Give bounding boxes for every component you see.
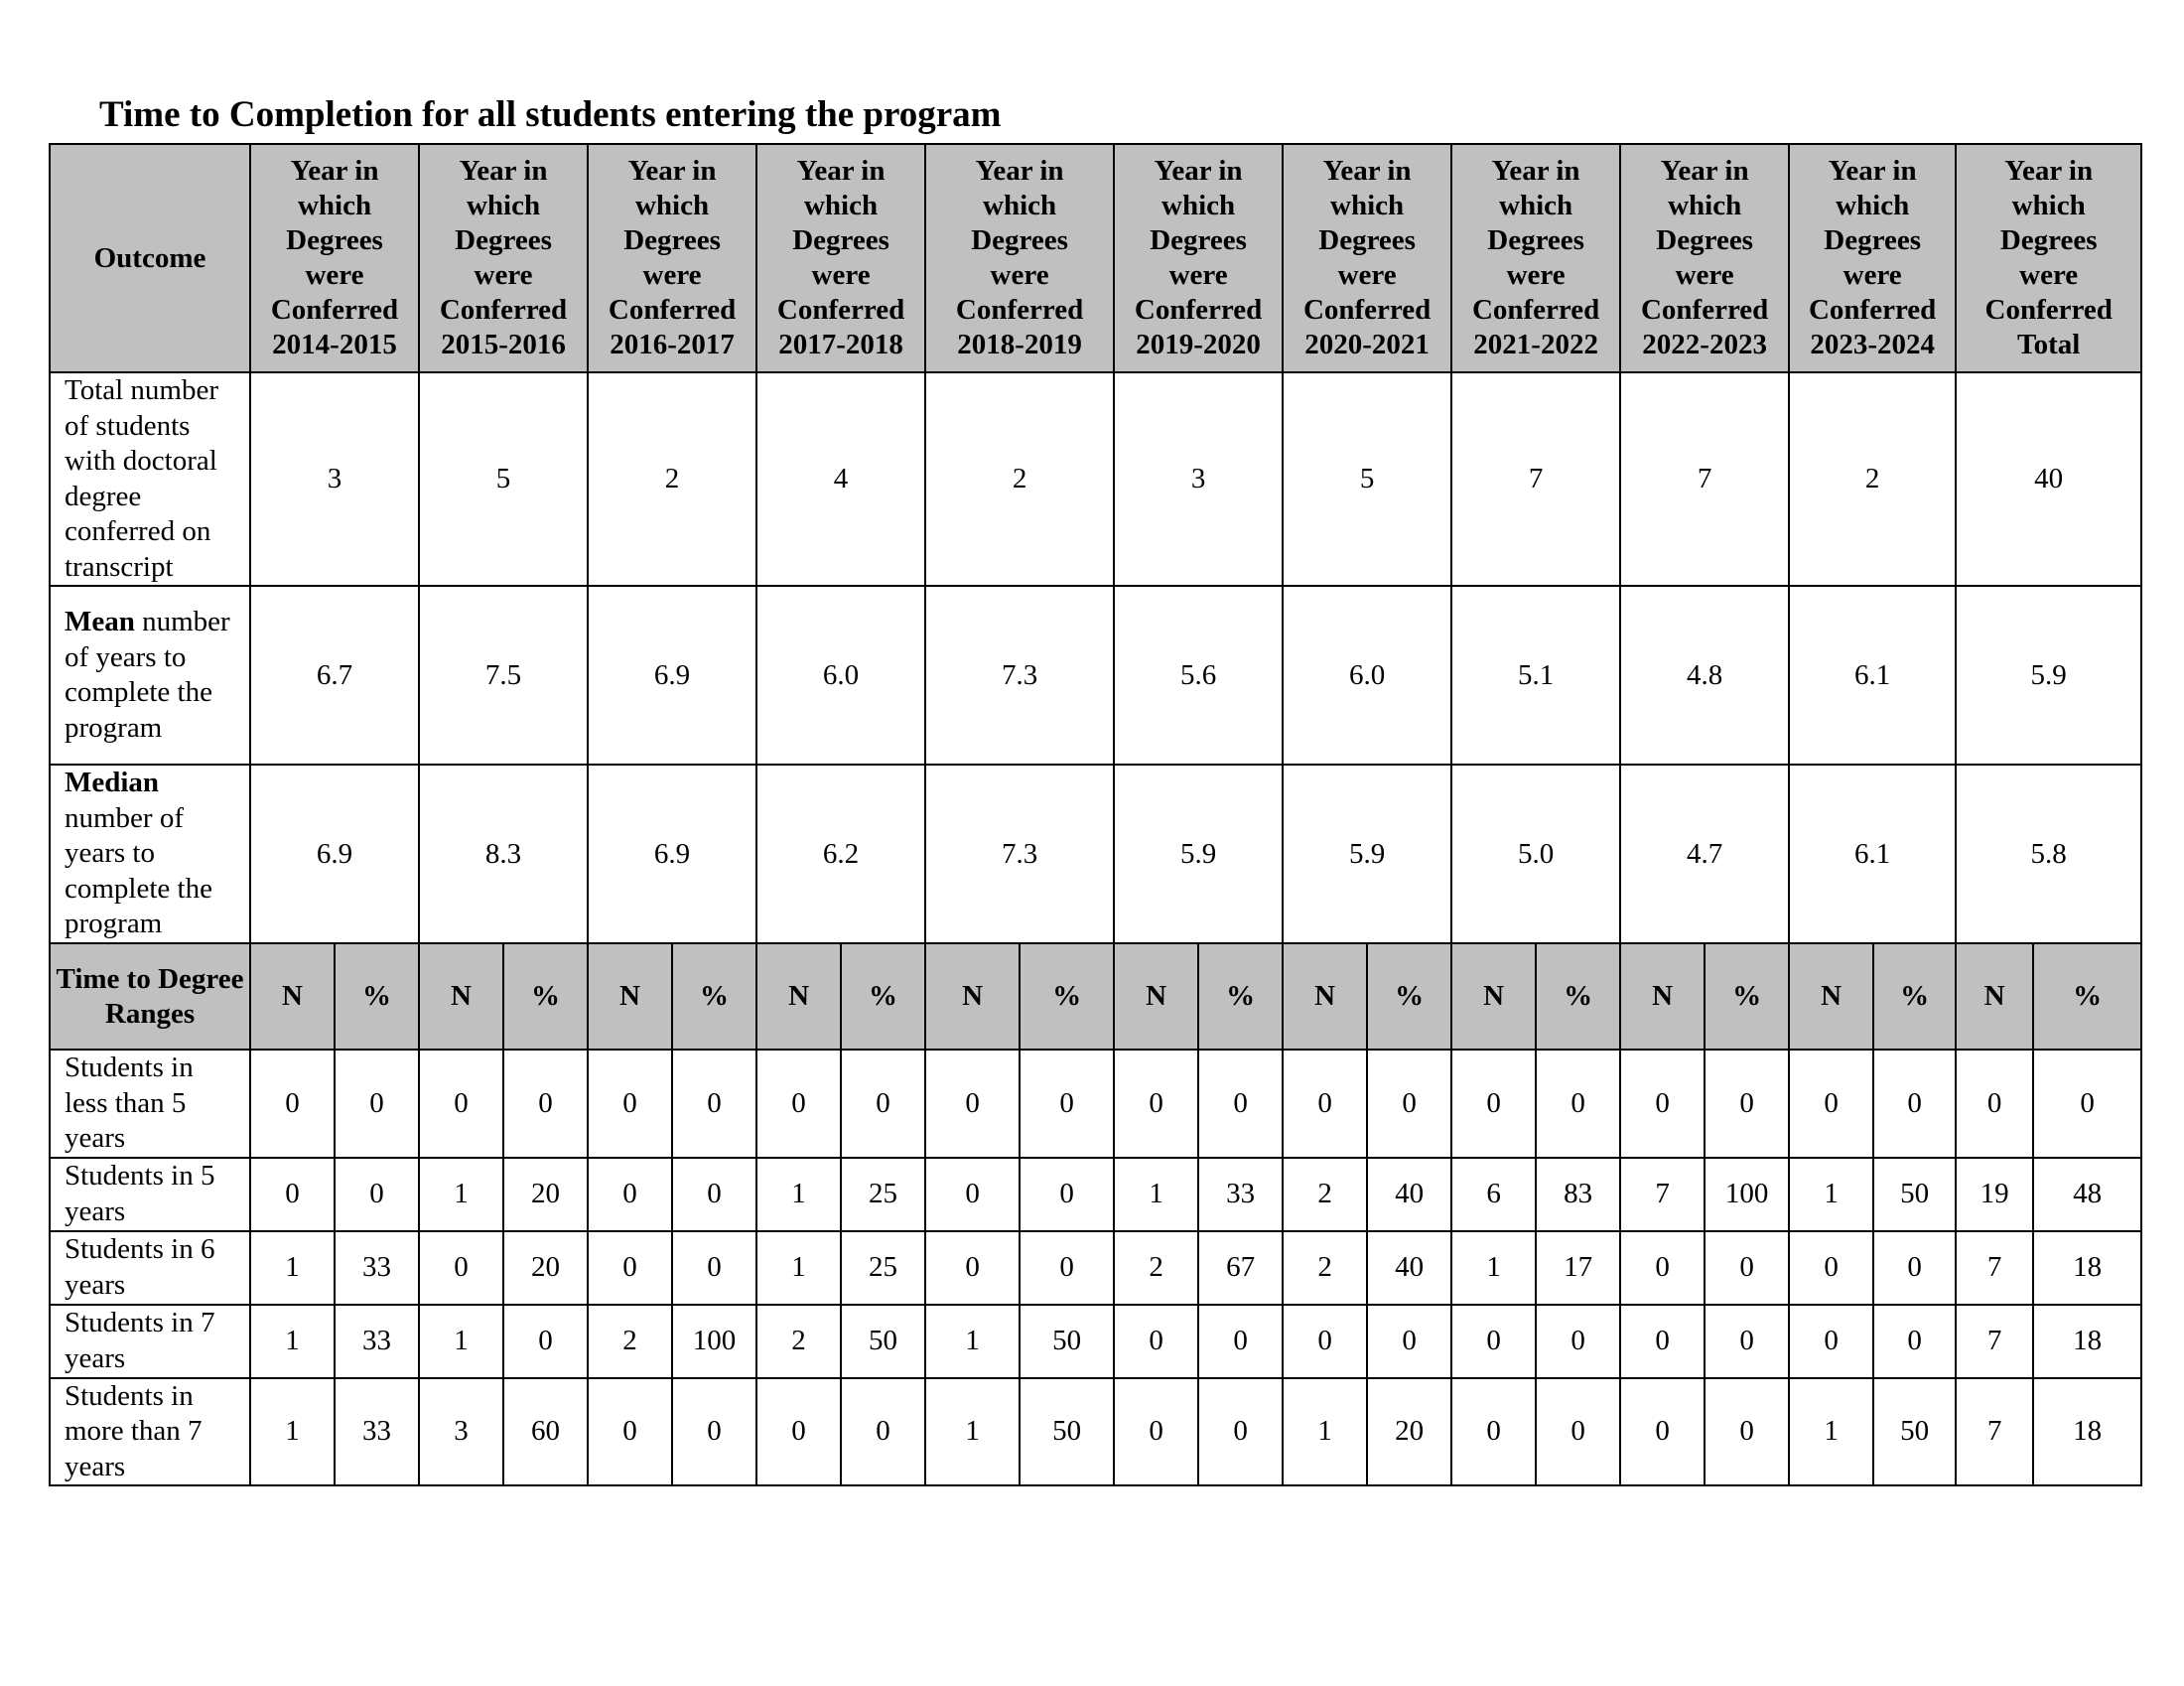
year-header-line: Year in: [2004, 155, 2094, 187]
range-n-value: 0: [588, 1050, 672, 1158]
year-header-line: Degrees: [286, 224, 383, 256]
range-n-value: 2: [1114, 1231, 1198, 1305]
total-value: 5: [1283, 372, 1451, 586]
range-pct-value: 0: [1020, 1158, 1114, 1231]
year-header-line: Conferred: [1984, 294, 2113, 326]
range-pct-value: 67: [1198, 1231, 1283, 1305]
range-pct-value: 50: [841, 1305, 925, 1378]
range-n-value: 3: [419, 1378, 503, 1486]
range-label: Students in 7 years: [50, 1305, 250, 1378]
year-header-line: which: [1330, 190, 1405, 221]
pct-header: %: [335, 943, 419, 1050]
range-pct-value: 0: [1873, 1231, 1956, 1305]
year-header-line: which: [1668, 190, 1742, 221]
mean-label: [50, 586, 250, 765]
range-pct-value: 100: [672, 1305, 756, 1378]
year-header-line: Degrees: [971, 224, 1068, 256]
range-row: [50, 1158, 2141, 1231]
range-n-value: 0: [1789, 1050, 1873, 1158]
range-n-value: 2: [588, 1305, 672, 1378]
range-label: Students in more than 7 years: [50, 1378, 250, 1486]
range-pct-value: 50: [1020, 1305, 1114, 1378]
year-header-line: Year in: [1491, 155, 1580, 187]
range-n-value: 19: [1956, 1158, 2033, 1231]
year-header-line: were: [642, 259, 702, 291]
time-to-completion-table: [49, 143, 2142, 1486]
median-label-bold: Median: [65, 767, 160, 799]
median-row: [50, 765, 2141, 943]
year-header-range: Total: [2016, 329, 2081, 360]
year-header-line: were: [2019, 259, 2079, 291]
range-pct-value: 0: [1367, 1050, 1451, 1158]
range-pct-value: 25: [841, 1231, 925, 1305]
year-header-line: which: [1161, 190, 1236, 221]
total-row: [50, 372, 2141, 586]
mean-value: 7.3: [925, 586, 1114, 765]
range-pct-value: 0: [335, 1050, 419, 1158]
range-pct-value: 0: [1020, 1050, 1114, 1158]
range-row: [50, 1050, 2141, 1158]
year-header-line: Degrees: [1656, 224, 1753, 256]
range-n-value: 0: [1451, 1305, 1536, 1378]
mean-value: 4.8: [1620, 586, 1789, 765]
range-n-value: 7: [1956, 1305, 2033, 1378]
year-header-line: Conferred: [1808, 294, 1937, 326]
range-n-value: 7: [1620, 1158, 1705, 1231]
year-header-line: were: [1506, 259, 1566, 291]
range-n-value: 0: [419, 1231, 503, 1305]
range-pct-value: 0: [335, 1158, 419, 1231]
pct-header: %: [672, 943, 756, 1050]
year-header-line: Degrees: [792, 224, 889, 256]
range-n-value: 0: [1114, 1378, 1198, 1486]
range-n-value: 1: [925, 1305, 1020, 1378]
range-pct-value: 33: [335, 1231, 419, 1305]
range-n-value: 0: [1620, 1305, 1705, 1378]
outcome-header: Outcome: [50, 144, 250, 372]
pct-header: %: [1873, 943, 1956, 1050]
range-n-value: 1: [925, 1378, 1020, 1486]
range-pct-value: 18: [2033, 1231, 2141, 1305]
range-pct-value: 0: [1873, 1305, 1956, 1378]
year-header-line: Conferred: [270, 294, 399, 326]
total-value: 2: [925, 372, 1114, 586]
year-header-line: Degrees: [1824, 224, 1921, 256]
year-header: [1956, 144, 2141, 372]
year-header-line: were: [811, 259, 871, 291]
year-header: [588, 144, 756, 372]
range-n-value: 0: [1620, 1378, 1705, 1486]
range-pct-value: 25: [841, 1158, 925, 1231]
year-header-line: Year in: [627, 155, 717, 187]
median-value: 5.8: [1956, 765, 2141, 943]
year-header-range: 2021-2022: [1473, 329, 1598, 360]
year-header-line: Year in: [1660, 155, 1749, 187]
range-n-value: 1: [419, 1305, 503, 1378]
year-header-line: were: [305, 259, 364, 291]
total-value: 2: [1789, 372, 1956, 586]
n-header: N: [1114, 943, 1198, 1050]
median-label: [50, 765, 250, 943]
range-n-value: 1: [419, 1158, 503, 1231]
range-pct-value: 40: [1367, 1231, 1451, 1305]
range-pct-value: 0: [1198, 1305, 1283, 1378]
total-value: 3: [250, 372, 419, 586]
range-pct-value: 33: [335, 1378, 419, 1486]
year-header: [419, 144, 588, 372]
range-pct-value: 0: [841, 1378, 925, 1486]
total-value: 5: [419, 372, 588, 586]
pct-header: %: [841, 943, 925, 1050]
pct-header: %: [1536, 943, 1620, 1050]
range-pct-value: 0: [503, 1305, 588, 1378]
range-pct-value: 83: [1536, 1158, 1620, 1231]
range-row: [50, 1378, 2141, 1486]
year-header-range: 2016-2017: [610, 329, 735, 360]
year-header-line: which: [1499, 190, 1573, 221]
year-header-line: Degrees: [1150, 224, 1247, 256]
n-header: N: [250, 943, 335, 1050]
range-pct-value: 0: [1020, 1231, 1114, 1305]
range-pct-value: 18: [2033, 1305, 2141, 1378]
year-header: [250, 144, 419, 372]
mean-label-bold: Mean: [65, 606, 135, 637]
year-header-line: Degrees: [1999, 224, 2098, 256]
n-header: N: [588, 943, 672, 1050]
range-n-value: 2: [1283, 1231, 1367, 1305]
year-header-line: which: [297, 190, 372, 221]
mean-value: 5.6: [1114, 586, 1283, 765]
median-label-rest: number of years to complete the program: [65, 801, 212, 940]
year-header-line: Conferred: [1640, 294, 1769, 326]
range-pct-value: 0: [672, 1231, 756, 1305]
year-header-line: were: [474, 259, 533, 291]
range-pct-value: 20: [503, 1231, 588, 1305]
range-n-value: 7: [1956, 1231, 2033, 1305]
year-header-line: were: [990, 259, 1049, 291]
range-pct-value: 0: [672, 1378, 756, 1486]
range-pct-value: 0: [672, 1158, 756, 1231]
year-header-line: Conferred: [1134, 294, 1263, 326]
range-n-value: 1: [250, 1378, 335, 1486]
range-pct-value: 0: [2033, 1050, 2141, 1158]
year-header-line: were: [1168, 259, 1228, 291]
n-header: N: [1956, 943, 2033, 1050]
pct-header: %: [1020, 943, 1114, 1050]
year-header-line: which: [983, 190, 1057, 221]
range-pct-value: 0: [1705, 1231, 1789, 1305]
year-header-line: Conferred: [776, 294, 905, 326]
range-label: Students in less than 5 years: [50, 1050, 250, 1158]
range-pct-value: 20: [1367, 1378, 1451, 1486]
range-n-value: 0: [1789, 1305, 1873, 1378]
year-header: [1451, 144, 1620, 372]
n-header: N: [1789, 943, 1873, 1050]
range-pct-value: 0: [672, 1050, 756, 1158]
range-pct-value: 0: [1536, 1378, 1620, 1486]
year-header-line: Year in: [1322, 155, 1412, 187]
year-header-line: Conferred: [955, 294, 1084, 326]
pct-header: %: [1367, 943, 1451, 1050]
pct-header: %: [2033, 943, 2141, 1050]
page-title: Time to Completion for all students entering the program: [99, 94, 1002, 135]
year-header-line: Year in: [1828, 155, 1917, 187]
n-header: N: [1620, 943, 1705, 1050]
range-pct-value: 33: [1198, 1158, 1283, 1231]
range-pct-value: 50: [1873, 1378, 1956, 1486]
range-pct-value: 0: [1198, 1378, 1283, 1486]
year-header-range: 2015-2016: [441, 329, 566, 360]
year-header-line: were: [1337, 259, 1397, 291]
year-header-line: Degrees: [1318, 224, 1416, 256]
range-n-value: 1: [1789, 1158, 1873, 1231]
year-header: [925, 144, 1114, 372]
range-n-value: 6: [1451, 1158, 1536, 1231]
range-n-value: 0: [588, 1158, 672, 1231]
mean-value: 5.9: [1956, 586, 2141, 765]
year-header-line: Conferred: [608, 294, 737, 326]
year-header-line: which: [466, 190, 541, 221]
year-header-line: which: [634, 190, 710, 221]
year-header-line: were: [1843, 259, 1902, 291]
range-n-value: 1: [250, 1231, 335, 1305]
year-header-line: which: [1836, 190, 1910, 221]
mean-value: 6.1: [1789, 586, 1956, 765]
pct-header: %: [1705, 943, 1789, 1050]
range-n-value: 0: [1283, 1305, 1367, 1378]
range-n-value: 0: [250, 1158, 335, 1231]
year-header-line: Degrees: [1487, 224, 1584, 256]
header-row: [50, 144, 2141, 372]
year-header: [1789, 144, 1956, 372]
median-value: 6.9: [250, 765, 419, 943]
mean-label-rest: number of years to complete the program: [65, 606, 230, 744]
year-header: [1114, 144, 1283, 372]
range-n-value: 1: [1283, 1378, 1367, 1486]
total-label: [50, 372, 250, 586]
range-n-value: 0: [1789, 1231, 1873, 1305]
range-pct-value: 0: [503, 1050, 588, 1158]
mean-value: 6.0: [756, 586, 925, 765]
range-label: Students in 6 years: [50, 1231, 250, 1305]
range-n-value: 0: [1620, 1050, 1705, 1158]
n-header: N: [1283, 943, 1367, 1050]
range-n-value: 0: [419, 1050, 503, 1158]
range-pct-value: 100: [1705, 1158, 1789, 1231]
range-n-value: 0: [925, 1050, 1020, 1158]
range-n-value: 1: [1451, 1231, 1536, 1305]
range-n-value: 1: [756, 1158, 841, 1231]
median-value: 5.9: [1283, 765, 1451, 943]
median-value: 5.0: [1451, 765, 1620, 943]
range-pct-value: 0: [1536, 1050, 1620, 1158]
year-header-range: 2017-2018: [778, 329, 903, 360]
year-header-range: 2020-2021: [1304, 329, 1430, 360]
total-value: 4: [756, 372, 925, 586]
range-row: [50, 1305, 2141, 1378]
range-pct-value: 50: [1873, 1158, 1956, 1231]
range-n-value: 0: [1451, 1378, 1536, 1486]
range-label: Students in 5 years: [50, 1158, 250, 1231]
range-pct-value: 17: [1536, 1231, 1620, 1305]
total-label-text: Total number of students with doctoral degree conferred on transcript: [65, 374, 219, 583]
range-pct-value: 0: [1198, 1050, 1283, 1158]
n-header: N: [925, 943, 1020, 1050]
range-n-value: 2: [756, 1305, 841, 1378]
range-n-value: 0: [756, 1050, 841, 1158]
year-header-line: Conferred: [1471, 294, 1600, 326]
year-header-line: Year in: [459, 155, 548, 187]
year-header: [1620, 144, 1789, 372]
year-header-line: Year in: [975, 155, 1064, 187]
range-pct-value: 0: [1536, 1305, 1620, 1378]
mean-value: 6.7: [250, 586, 419, 765]
year-header-line: Year in: [290, 155, 379, 187]
range-pct-value: 0: [1705, 1378, 1789, 1486]
range-pct-value: 0: [1705, 1050, 1789, 1158]
mean-value: 6.9: [588, 586, 756, 765]
range-n-value: 7: [1956, 1378, 2033, 1486]
year-header: [1283, 144, 1451, 372]
year-header-line: Degrees: [623, 224, 721, 256]
range-pct-value: 0: [1873, 1050, 1956, 1158]
median-value: 5.9: [1114, 765, 1283, 943]
range-n-value: 0: [1620, 1231, 1705, 1305]
range-pct-value: 0: [841, 1050, 925, 1158]
range-n-value: 0: [1956, 1050, 2033, 1158]
ranges-header: Time to Degree Ranges: [50, 943, 250, 1050]
year-header-line: Degrees: [455, 224, 552, 256]
n-header: N: [1451, 943, 1536, 1050]
total-value: 3: [1114, 372, 1283, 586]
range-pct-value: 18: [2033, 1378, 2141, 1486]
median-value: 6.9: [588, 765, 756, 943]
year-header-line: Year in: [1154, 155, 1243, 187]
mean-row: [50, 586, 2141, 765]
range-pct-value: 50: [1020, 1378, 1114, 1486]
range-row: [50, 1231, 2141, 1305]
range-n-value: 0: [1114, 1305, 1198, 1378]
range-n-value: 0: [588, 1231, 672, 1305]
total-value: 7: [1451, 372, 1620, 586]
range-n-value: 0: [1114, 1050, 1198, 1158]
n-header: N: [419, 943, 503, 1050]
range-pct-value: 20: [503, 1158, 588, 1231]
year-header-line: which: [803, 190, 879, 221]
total-value: 2: [588, 372, 756, 586]
year-header-range: 2018-2019: [957, 329, 1082, 360]
mean-value: 7.5: [419, 586, 588, 765]
pct-header: %: [1198, 943, 1283, 1050]
year-header-line: which: [2011, 190, 2086, 221]
range-n-value: 1: [756, 1231, 841, 1305]
median-value: 7.3: [925, 765, 1114, 943]
mean-value: 5.1: [1451, 586, 1620, 765]
range-n-value: 0: [1451, 1050, 1536, 1158]
range-n-value: 0: [588, 1378, 672, 1486]
year-header-range: 2023-2024: [1810, 329, 1935, 360]
year-header-range: 2022-2023: [1642, 329, 1767, 360]
total-value: 7: [1620, 372, 1789, 586]
range-pct-value: 40: [1367, 1158, 1451, 1231]
range-n-value: 0: [1283, 1050, 1367, 1158]
range-n-value: 0: [925, 1231, 1020, 1305]
range-n-value: 1: [1789, 1378, 1873, 1486]
range-n-value: 0: [250, 1050, 335, 1158]
year-header-line: Year in: [796, 155, 886, 187]
pct-header: %: [503, 943, 588, 1050]
range-n-value: 2: [1283, 1158, 1367, 1231]
year-header-range: 2014-2015: [272, 329, 397, 360]
range-pct-value: 60: [503, 1378, 588, 1486]
median-value: 8.3: [419, 765, 588, 943]
range-n-value: 0: [925, 1158, 1020, 1231]
ranges-header-row: [50, 943, 2141, 1050]
range-n-value: 1: [1114, 1158, 1198, 1231]
year-header-range: 2019-2020: [1136, 329, 1261, 360]
median-value: 6.2: [756, 765, 925, 943]
range-pct-value: 48: [2033, 1158, 2141, 1231]
range-pct-value: 0: [1367, 1305, 1451, 1378]
mean-value: 6.0: [1283, 586, 1451, 765]
range-pct-value: 33: [335, 1305, 419, 1378]
range-n-value: 1: [250, 1305, 335, 1378]
table-body: [50, 144, 2141, 1485]
year-header-line: Conferred: [439, 294, 568, 326]
year-header: [756, 144, 925, 372]
n-header: N: [756, 943, 841, 1050]
range-pct-value: 0: [1705, 1305, 1789, 1378]
median-value: 4.7: [1620, 765, 1789, 943]
range-n-value: 0: [756, 1378, 841, 1486]
year-header-line: were: [1675, 259, 1734, 291]
year-header-line: Conferred: [1302, 294, 1432, 326]
total-value: 40: [1956, 372, 2141, 586]
median-value: 6.1: [1789, 765, 1956, 943]
